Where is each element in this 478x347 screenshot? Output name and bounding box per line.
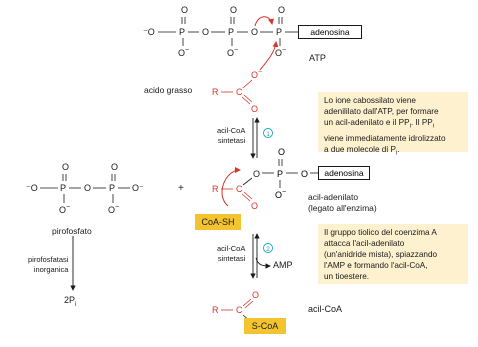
note-step-2: [318, 224, 468, 284]
atom-o: O: [111, 162, 119, 172]
note-1-line-1: Lo ione cabossilato viene: [324, 96, 416, 105]
svg-text:−: −: [282, 47, 287, 54]
atom-o: O: [278, 147, 286, 157]
s-coa-chip: [244, 318, 286, 334]
note-2-line-4: l'AMP e formando l'acil-CoA,: [324, 261, 428, 270]
atom-o: O: [301, 169, 309, 179]
svg-text:−: −: [234, 47, 239, 54]
note-1-line-5: [324, 144, 462, 160]
note-1-sub-a: i: [409, 123, 411, 130]
atom-o: O: [275, 48, 283, 58]
atom-o: O: [278, 5, 286, 15]
note-2-line-5: un tioestere.: [324, 272, 370, 281]
atom-o: O: [251, 70, 259, 80]
acyl-adenylate: [212, 147, 318, 211]
note-2-line-2: attacca l'acil-adenilato: [324, 239, 405, 248]
adenosine-label: adenosina: [310, 27, 350, 37]
atom-o: O: [230, 5, 238, 15]
fatty-acid-label: acido grasso: [144, 85, 193, 95]
enzyme-2-line1: acil-CoA: [217, 244, 246, 253]
amp-label: AMP: [273, 260, 293, 270]
atom-p: P: [276, 27, 283, 37]
attack-arrow: [260, 42, 276, 70]
acyl-coa-label: acil-CoA: [308, 304, 343, 314]
pyrophosphatase-label: [28, 255, 68, 275]
svg-text:−: −: [115, 204, 120, 211]
atom-o: O: [178, 48, 186, 58]
atom-p: P: [277, 169, 284, 179]
enzyme-1-line1: acil-CoA: [217, 126, 246, 135]
atom-p: P: [179, 27, 186, 37]
atom-o: O: [59, 205, 67, 215]
acyl-coa-molecule: [212, 290, 259, 321]
pyrophosphate-label: pirofosfato: [52, 226, 92, 236]
pyrophosphate-molecule: [26, 162, 144, 215]
svg-text:−: −: [282, 189, 287, 196]
pyrophosphatase-line2: inorganica: [33, 265, 69, 274]
pyrophosphatase-line1: pirofosfatasi: [28, 255, 69, 264]
amp-release-arrow: [256, 258, 270, 266]
atom-p: P: [60, 183, 67, 193]
two-pi-text: 2P: [64, 295, 76, 305]
svg-text:−: −: [185, 47, 190, 54]
step-2-number: 2: [266, 246, 270, 253]
plus-sign: +: [178, 183, 184, 194]
note-1-sub-b: i: [432, 123, 435, 130]
atom-o: O: [253, 169, 261, 179]
note-1-line-5a: a due molecole di P: [324, 144, 396, 154]
atp-adenosine-box: [298, 25, 362, 39]
acyl-adenylate-name: acil-adenilato: [308, 192, 359, 202]
atom-o: O: [275, 190, 283, 200]
note-1-line-3a: un acil-adenilato e il PP: [324, 118, 410, 127]
enzyme-1-line2: sintetasi: [217, 136, 246, 145]
note-1-sub-c: i: [395, 150, 398, 157]
note-2-line-3: (un'anidride mista), spiazzando: [324, 250, 438, 259]
coa-sh-label: CoA-SH: [201, 217, 235, 227]
note-1-line-3: [324, 117, 462, 133]
acyl-adenylate-label: [308, 192, 377, 214]
two-pi-sub: i: [75, 301, 77, 308]
atom-o: O: [251, 104, 259, 114]
electron-arrow: [255, 17, 272, 26]
note-2-line-1: Il gruppo tiolico del coenzima A: [324, 228, 437, 237]
fatty-acid: [212, 69, 262, 114]
note-1-line-2: adenililato dall'ATP, per formare: [324, 107, 439, 116]
atom-c: C: [236, 87, 243, 97]
atom-o: O: [202, 27, 210, 37]
adenosine-label: adenosina: [324, 168, 364, 178]
atp-label: ATP: [309, 53, 326, 63]
atom-o-minus: ⁻O: [143, 27, 155, 37]
note-1-line-3b: . Il PP: [410, 118, 433, 127]
atom-r: R: [212, 184, 219, 194]
note-1-line-5b: .: [397, 144, 400, 154]
coa-sh-chip: [195, 214, 241, 230]
svg-text:−: −: [258, 69, 263, 76]
atom-o: O: [84, 183, 92, 193]
enzyme-1-label: [217, 126, 245, 146]
note-step-1: [318, 92, 468, 157]
atom-o: O: [181, 5, 189, 15]
atom-c: C: [236, 184, 243, 194]
atom-o: O: [62, 162, 70, 172]
adenylate-adenosine-box: [318, 166, 370, 180]
atom-r: R: [212, 87, 219, 97]
atom-p: P: [109, 183, 116, 193]
atom-p: P: [228, 27, 235, 37]
atom-o: O: [108, 205, 116, 215]
atom-o: O: [251, 201, 259, 211]
svg-text:−: −: [66, 204, 71, 211]
atom-r: R: [212, 305, 219, 315]
two-pi-product: [64, 295, 76, 308]
enzyme-2-line2: sintetasi: [217, 254, 246, 263]
s-coa-label: S-CoA: [251, 321, 279, 331]
step-1-number: 1: [266, 131, 270, 138]
atom-o-minus: O⁻: [132, 183, 144, 193]
atom-o: O: [227, 48, 235, 58]
enzyme-2-label: [217, 244, 245, 264]
atom-c: C: [236, 305, 243, 315]
atom-o-minus: ⁻O: [26, 183, 38, 193]
atom-o: O: [252, 290, 260, 300]
acyl-adenylate-note: (legato all'enzima): [308, 203, 377, 213]
atom-o: O: [251, 27, 259, 37]
note-1-line-4: viene immediatamente idrolizzato: [324, 133, 446, 143]
